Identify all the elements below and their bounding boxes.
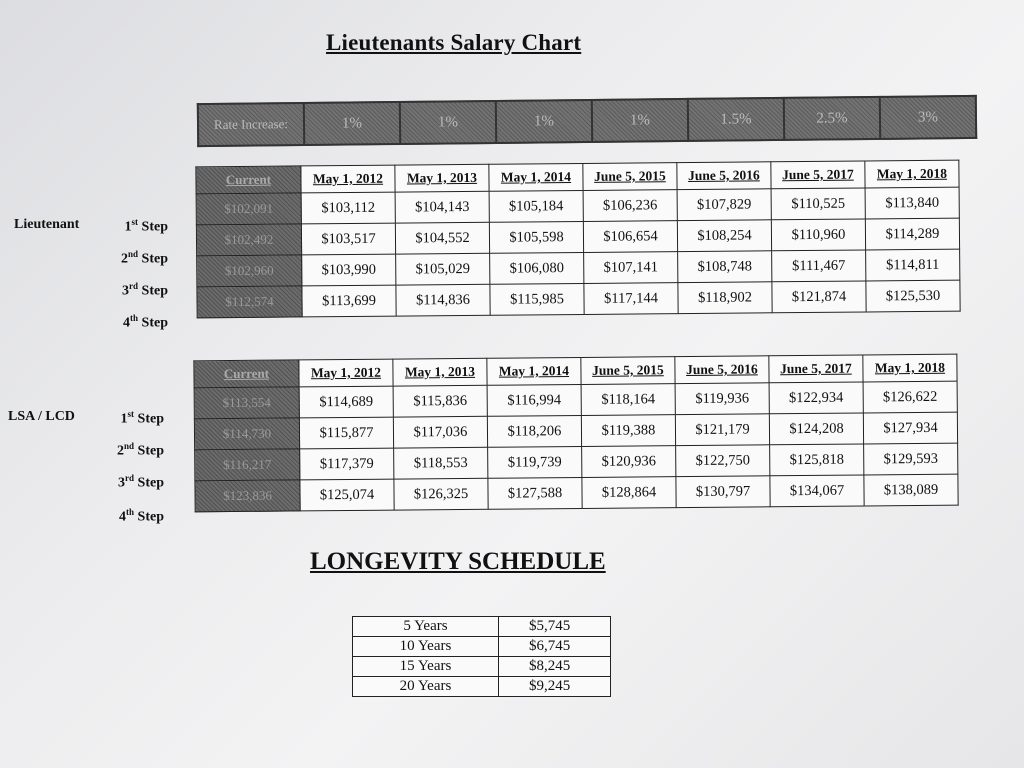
salary-cell: $122,934 [769,382,863,414]
step-label: 2nd Step [117,441,164,459]
current-cell: $114,730 [194,418,299,450]
salary-cell: $121,179 [675,414,769,446]
current-header: Current [196,166,301,194]
salary-cell: $119,739 [488,446,582,478]
salary-cell: $117,144 [584,283,678,315]
salary-cell: $114,836 [396,284,490,316]
salary-cell: $122,750 [676,445,770,477]
longevity-amount: $5,745 [499,617,611,637]
rate-value: 3% [880,96,976,139]
salary-cell: $127,934 [863,412,957,444]
salary-cell: $119,936 [675,383,769,415]
salary-cell: $120,936 [582,446,676,478]
salary-cell: $128,864 [582,477,676,509]
date-header: May 1, 2018 [863,354,957,382]
table-row [353,677,611,697]
salary-cell: $125,074 [300,479,394,511]
rate-value: 1.5% [688,98,784,141]
salary-cell: $116,994 [487,384,581,416]
date-header: May 1, 2013 [393,358,487,386]
date-header: May 1, 2014 [489,163,583,191]
salary-cell: $106,654 [583,221,677,253]
salary-cell: $129,593 [864,443,958,475]
table-row [197,280,960,318]
salary-cell: $119,388 [581,415,675,447]
salary-cell: $130,797 [676,476,770,508]
date-header: June 5, 2016 [677,162,771,190]
salary-cell: $107,141 [584,252,678,284]
salary-cell: $110,525 [771,188,865,220]
salary-cell: $121,874 [772,281,866,313]
rate-value: 1% [592,99,688,142]
lieutenant-salary-table [195,160,960,319]
salary-cell: $114,689 [299,386,393,418]
date-header: May 1, 2012 [301,165,395,193]
salary-cell: $113,699 [302,285,396,317]
salary-cell: $117,379 [300,448,394,480]
date-header: May 1, 2018 [865,160,959,188]
salary-cell: $118,902 [678,282,772,314]
salary-cell: $126,325 [394,478,488,510]
salary-cell: $124,208 [769,413,863,445]
date-header: May 1, 2014 [487,357,581,385]
salary-cell: $103,990 [302,254,396,286]
salary-cell: $115,877 [299,417,393,449]
date-header: May 1, 2013 [395,164,489,192]
salary-cell: $115,836 [393,385,487,417]
salary-cell: $108,254 [677,220,771,252]
longevity-years: 5 Years [353,617,499,637]
salary-cell: $105,598 [489,221,583,253]
salary-cell: $118,553 [394,447,488,479]
salary-cell: $104,552 [395,222,489,254]
rate-value: 1% [400,101,496,144]
page-title: Lieutenants Salary Chart [326,30,582,55]
current-cell: $102,960 [197,255,302,287]
salary-cell: $107,829 [677,189,771,221]
salary-cell: $110,960 [771,219,865,251]
step-label: 1st Step [120,409,164,427]
date-header: June 5, 2016 [675,356,769,384]
current-cell: $102,091 [196,193,301,225]
rate-increase-label: Rate Increase: [198,103,304,146]
lieutenant-label: Lieutenant [14,217,80,232]
salary-cell: $111,467 [772,250,866,282]
rate-value: 2.5% [784,97,880,140]
date-header: June 5, 2015 [581,357,675,385]
current-cell: $112,574 [197,286,302,318]
longevity-years: 20 Years [353,677,499,697]
table-row [353,637,611,657]
salary-cell: $126,622 [863,381,957,413]
date-header: June 5, 2015 [583,163,677,191]
step-label: 4th Step [119,507,164,525]
salary-cell: $106,236 [583,190,677,222]
salary-cell: $103,517 [301,223,395,255]
salary-cell: $138,089 [864,474,958,506]
salary-cell: $115,985 [490,283,584,315]
current-header: Current [194,360,299,388]
salary-cell: $118,164 [581,384,675,416]
salary-cell: $127,588 [488,477,582,509]
rate-value: 1% [496,100,592,143]
step-label: 3rd Step [118,473,164,491]
current-cell: $116,217 [195,449,300,481]
step-label: 2nd Step [121,249,168,267]
salary-cell: $113,840 [865,187,959,219]
current-cell: $113,554 [194,387,299,419]
longevity-years: 10 Years [353,637,499,657]
salary-cell: $103,112 [301,192,395,224]
rate-value: 1% [304,102,400,145]
lsa-lcd-salary-table [193,354,958,513]
longevity-amount: $6,745 [499,637,611,657]
date-header: May 1, 2012 [299,359,393,387]
current-cell: $102,492 [196,224,301,256]
longevity-amount: $9,245 [499,677,611,697]
longevity-table [352,616,611,697]
rate-increase-row [198,96,976,146]
salary-cell: $134,067 [770,475,864,507]
salary-cell: $125,530 [866,280,960,312]
current-cell: $123,836 [195,480,300,512]
step-label: 4th Step [123,313,168,331]
salary-cell: $125,818 [770,444,864,476]
table-row [353,617,611,637]
longevity-years: 15 Years [353,657,499,677]
salary-cell: $117,036 [393,416,487,448]
salary-cell: $105,029 [396,253,490,285]
date-header: June 5, 2017 [771,161,865,189]
salary-cell: $105,184 [489,190,583,222]
salary-cell: $108,748 [678,251,772,283]
salary-cell: $106,080 [490,252,584,284]
rate-increase-table [197,95,977,147]
date-header: June 5, 2017 [769,355,863,383]
longevity-title: LONGEVITY SCHEDULE [310,548,606,575]
table-row [353,657,611,677]
lsa-lcd-label: LSA / LCD [8,409,75,424]
salary-cell: $114,289 [865,218,959,250]
salary-cell: $118,206 [487,415,581,447]
table-row [195,474,958,512]
salary-cell: $104,143 [395,191,489,223]
salary-cell: $114,811 [866,249,960,281]
step-label: 3rd Step [122,281,168,299]
step-label: 1st Step [124,217,168,235]
longevity-amount: $8,245 [499,657,611,677]
